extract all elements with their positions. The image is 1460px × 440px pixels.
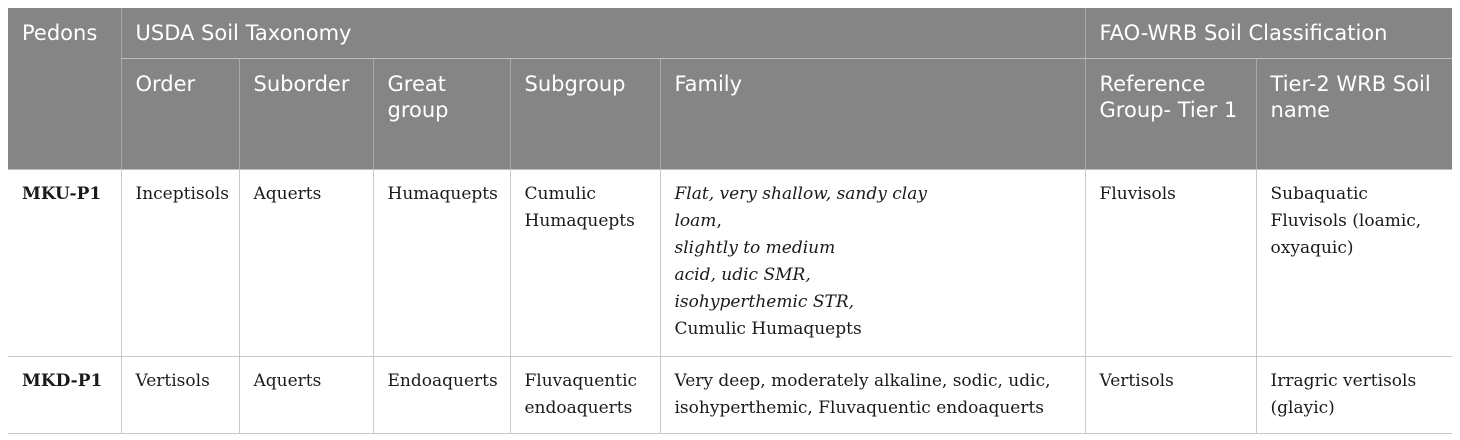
cell-great-group: Humaquepts bbox=[373, 170, 510, 357]
family-line bbox=[675, 208, 1075, 235]
cell-subgroup: Fluvaquentic endoaquerts bbox=[510, 357, 660, 434]
header-subgroup: Subgroup bbox=[510, 59, 660, 170]
header-pedons: Pedons bbox=[8, 8, 121, 170]
header-great-group: Great group bbox=[373, 59, 510, 170]
header-suborder: Suborder bbox=[239, 59, 373, 170]
header-reference-group: Reference Group- Tier 1 bbox=[1085, 59, 1256, 170]
cell-suborder: Aquerts bbox=[239, 357, 373, 434]
header-family: Family bbox=[660, 59, 1085, 170]
header-order: Order bbox=[121, 59, 239, 170]
cell-pedon: MKD-P1 bbox=[8, 357, 121, 434]
cell-subgroup: Cumulic Humaquepts bbox=[510, 170, 660, 357]
cell-pedon: MKU-P1 bbox=[8, 170, 121, 357]
cell-family bbox=[660, 170, 1085, 357]
family-line: Cumulic Humaquepts bbox=[674, 319, 862, 339]
header-fao-wrb-classification: FAO-WRB Soil Classification bbox=[1085, 8, 1452, 59]
soil-classification-table bbox=[8, 8, 1452, 434]
cell-order: Inceptisols bbox=[121, 170, 239, 357]
family-line: slightly to medium bbox=[674, 238, 836, 258]
table-row bbox=[8, 357, 1452, 434]
family-line: acid, udic SMR, bbox=[674, 265, 811, 285]
family-line: Flat, very shallow, sandy clay bbox=[674, 184, 927, 204]
cell-great-group: Endoaquerts bbox=[373, 357, 510, 434]
family-line: isohyperthemic STR, bbox=[674, 292, 855, 312]
cell-family: Very deep, moderately alkaline, sodic, udic, isohyperthemic, Fluvaquentic endoaquerts bbox=[660, 357, 1085, 434]
cell-tier2-name: Subaquatic Fluvisols (loamic, oxyaquic) bbox=[1256, 170, 1452, 357]
family-line-part: , bbox=[716, 211, 722, 231]
header-tier2-wrb-soil-name: Tier-2 WRB Soil name bbox=[1256, 59, 1452, 170]
cell-reference-group: Fluvisols bbox=[1085, 170, 1256, 357]
family-line-part: loam bbox=[674, 211, 717, 231]
header-row-top bbox=[8, 8, 1452, 59]
header-usda-soil-taxonomy: USDA Soil Taxonomy bbox=[121, 8, 1085, 59]
cell-tier2-name: Irragric vertisols (glayic) bbox=[1256, 357, 1452, 434]
cell-order: Vertisols bbox=[121, 357, 239, 434]
cell-suborder: Aquerts bbox=[239, 170, 373, 357]
table-row bbox=[8, 170, 1452, 357]
cell-reference-group: Vertisols bbox=[1085, 357, 1256, 434]
header-row-sub bbox=[8, 59, 1452, 170]
